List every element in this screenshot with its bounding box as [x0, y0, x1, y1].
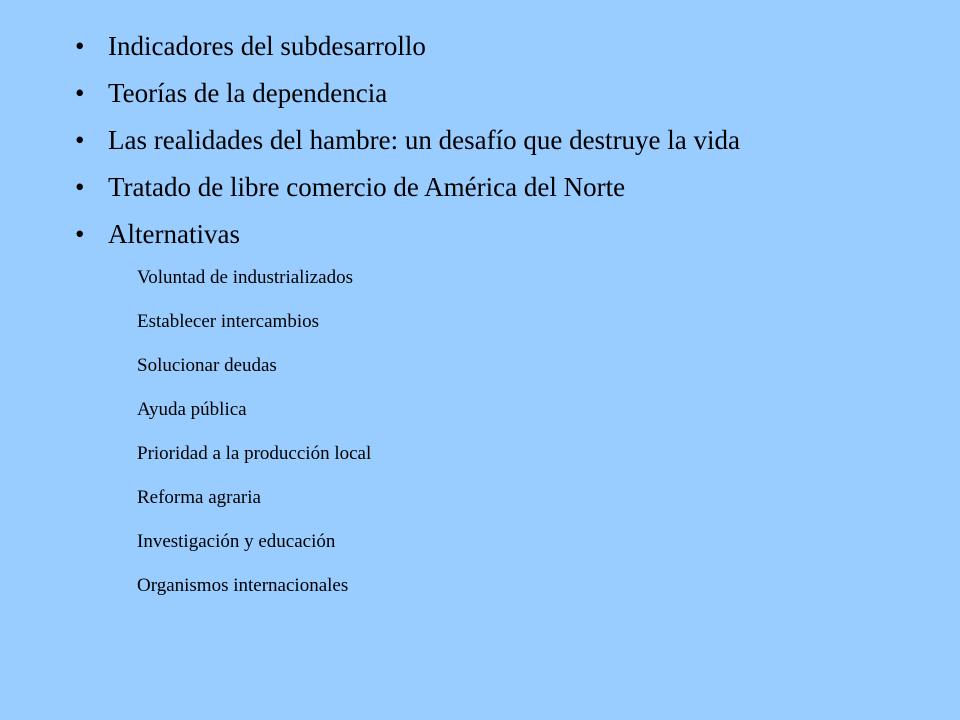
bullet-marker: •	[75, 172, 85, 202]
sub-item-list	[137, 256, 371, 608]
sub-item: Solucionar deudas	[137, 355, 277, 376]
bullet-marker: •	[75, 31, 85, 61]
bullet-marker: •	[75, 219, 85, 249]
sub-item: Reforma agraria	[137, 487, 261, 508]
sub-item: Organismos internacionales	[137, 575, 349, 596]
bullet-text: Indicadores del subdesarrollo	[108, 31, 426, 61]
bullet-text: Tratado de libre comercio de América del Norte	[108, 172, 626, 202]
bullet-text: Las realidades del hambre: un desafío que destruye la vida	[108, 125, 741, 155]
bullet-text: Teorías de la dependencia	[108, 78, 388, 108]
sub-item: Ayuda pública	[137, 399, 247, 420]
bullet-text: Alternativas	[108, 219, 240, 249]
bullet-marker: •	[75, 78, 85, 108]
bullet-marker: •	[75, 125, 85, 155]
sub-item: Voluntad de industrializados	[137, 267, 354, 288]
sub-item: Investigación y educación	[137, 531, 336, 552]
sub-item: Prioridad a la producción local	[137, 443, 372, 464]
sub-item: Establecer intercambios	[137, 311, 320, 332]
